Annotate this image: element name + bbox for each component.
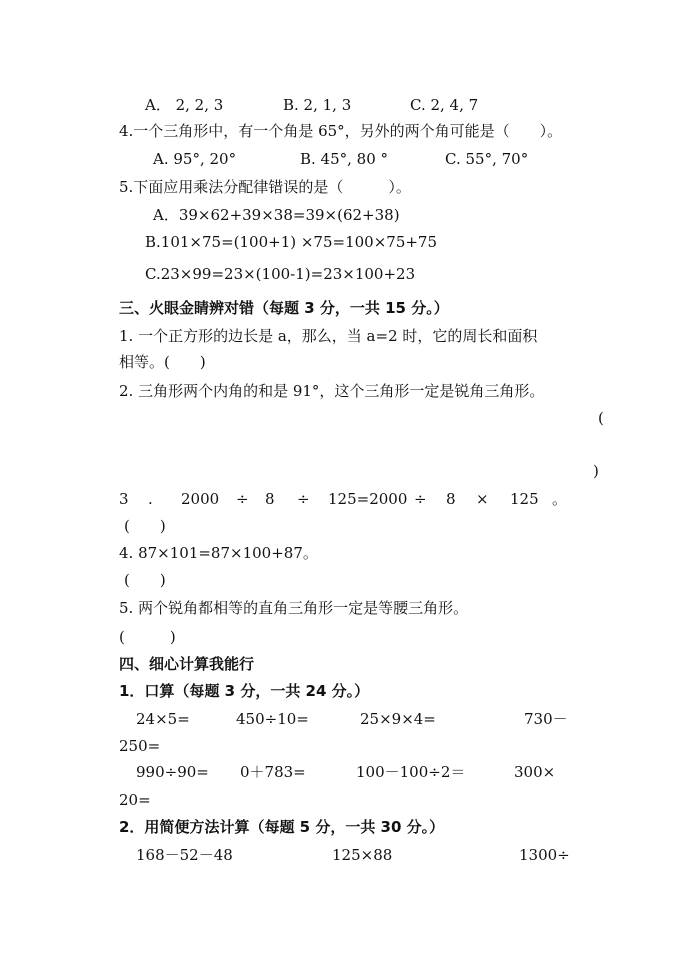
- s3-q4: 4. 87×101=87×100+87。: [119, 544, 318, 562]
- s3-q3-t3: 8: [265, 490, 275, 508]
- s3-q1-line2: 相等。( ): [119, 353, 206, 371]
- calc-r1-c4: 730－: [524, 710, 568, 728]
- calc-r1-wrap: 250=: [119, 737, 161, 755]
- s3-q1-line1: 1. 一个正方形的边长是 a，那么，当 a=2 时，它的周长和面积: [119, 327, 538, 345]
- s3-q3-t10: 。: [552, 490, 568, 508]
- s3-q3-t1: 2000: [181, 490, 220, 508]
- calc-r3-c1: 168－52－48: [136, 846, 233, 864]
- s3-q5: 5. 两个锐角都相等的直角三角形一定是等腰三角形。: [119, 599, 469, 617]
- s3-q2-open-paren: (: [598, 409, 604, 427]
- s3-q4-blank: ( ): [124, 571, 166, 589]
- s3-q3-t7: 8: [446, 490, 456, 508]
- calc-r1-c3: 25×9×4=: [360, 710, 436, 728]
- section4-title: 四、细心计算我能行: [119, 655, 255, 673]
- q3-option-b: B. 2, 1, 3: [283, 96, 352, 114]
- s3-q3-t6: ÷: [414, 490, 427, 508]
- q5-option-c: C.23×99=23×(100-1)=23×100+23: [145, 265, 416, 283]
- section4-sub1: 1．口算（每题 3 分，一共 24 分。）: [119, 682, 370, 700]
- s3-q2: 2. 三角形两个内角的和是 91°，这个三角形一定是锐角三角形。: [119, 382, 545, 400]
- calc-r1-c1: 24×5=: [136, 710, 190, 728]
- calc-r2-wrap: 20=: [119, 791, 151, 809]
- calc-r1-c2: 450÷10=: [236, 710, 309, 728]
- q4-option-c: C. 55°, 70°: [445, 150, 529, 168]
- q5-stem: 5.下面应用乘法分配律错误的是（ ）。: [119, 178, 411, 196]
- q3-option-c: C. 2, 4, 7: [410, 96, 479, 114]
- calc-r3-c2: 125×88: [332, 846, 393, 864]
- section3-title: 三、火眼金睛辨对错（每题 3 分，一共 15 分。）: [119, 299, 449, 317]
- s3-q3-t4: ÷: [297, 490, 310, 508]
- calc-r3-c3: 1300÷: [519, 846, 570, 864]
- q4-option-a: A. 95°, 20°: [153, 150, 237, 168]
- s3-q3-t8: ×: [476, 490, 489, 508]
- calc-r2-c3: 100－100÷2＝: [356, 763, 466, 781]
- s3-q3-t2: ÷: [236, 490, 249, 508]
- s3-q3-dot: .: [148, 490, 153, 508]
- calc-r2-c1: 990÷90=: [136, 763, 209, 781]
- s3-q2-close-paren: ): [593, 462, 599, 480]
- q4-option-b: B. 45°, 80 °: [300, 150, 389, 168]
- s3-q3-t5: 125=2000: [328, 490, 408, 508]
- q4-stem: 4.一个三角形中，有一个角是 65°，另外的两个角可能是（ ）。: [119, 122, 563, 140]
- calc-r2-c4: 300×: [514, 763, 556, 781]
- q5-option-a: A．39×62+39×38=39×(62+38): [153, 206, 400, 224]
- section4-sub2: 2．用简便方法计算（每题 5 分，一共 30 分。）: [119, 818, 445, 836]
- s3-q5-blank: ( ): [119, 628, 176, 646]
- calc-r2-c2: 0＋783=: [240, 763, 306, 781]
- s3-q3-t9: 125: [510, 490, 539, 508]
- s3-q3-num: 3: [119, 490, 129, 508]
- q3-option-a: A． 2, 2, 3: [145, 96, 224, 114]
- s3-q3-blank: ( ): [124, 517, 166, 535]
- q5-option-b: B.101×75=(100+1) ×75=100×75+75: [145, 233, 438, 251]
